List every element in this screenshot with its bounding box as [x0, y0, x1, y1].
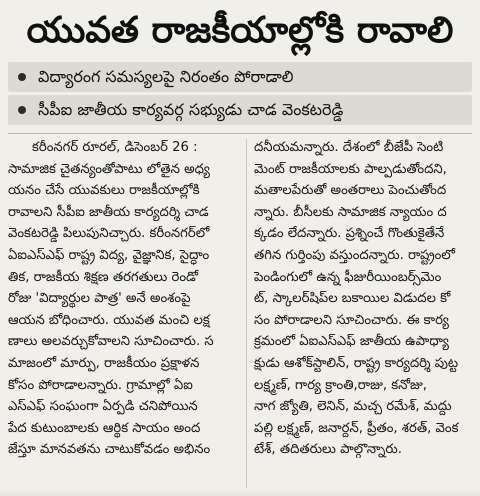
subheading-text: విద్యారంగ సమస్యలపై నిరంతం పోరాడాలి [38, 67, 294, 86]
body-line: సం పోరాడాలని సూచించారు. ఈ కార్య [254, 312, 449, 328]
column-rule [246, 139, 247, 489]
body-line: మెంట్ రాజకీయాలకు పాల్పడుతోందని, [254, 161, 447, 177]
subheadings [8, 62, 472, 125]
body-line: టేశ్, తదితరులు పాల్గొన్నారు. [254, 442, 402, 458]
body-line: ట్, స్కాలర్‌షిప్‌ల బకాయిల విడుదల కో [254, 291, 451, 307]
body-line: పెండింగులో ఉన్న ఫీజురీయింబర్స్‌మెం [254, 269, 442, 285]
section-divider [8, 133, 472, 134]
body-line: మతాలపేరుతో అంతరాలు పెంచుతోంద [254, 183, 447, 199]
body-line: దనీయమన్నారు. దేశంలో బీజేపీ సెంటి [254, 140, 444, 155]
body-line: తిక, రాజకీయ శిక్షణ తరగతులు రెండో [8, 269, 199, 285]
left-column [8, 137, 240, 493]
body-line: కోసం పోరాడాలన్నారు. గ్రామాల్లో ఏఐ [8, 377, 193, 393]
article-body [8, 137, 472, 493]
body-line: నాగ జ్యోతి, లెనిన్, మచ్చ రమేశ్, మద్దు [254, 399, 452, 415]
bullet-icon [18, 106, 26, 114]
body-line: యనం చేసే యువకులు రాజకీయాల్లోకి [8, 183, 200, 199]
body-line: క్రమంలో ఏఐఎస్‌ఎఫ్ జాతీయ ఉపాధ్యా [254, 334, 449, 350]
body-line: సామాజిక చైతన్యంతోపాటు లోతైన అధ్య [8, 161, 210, 177]
body-line: న్నారు. బీసీలకు సామాజిక న్యాయం ద [254, 204, 447, 220]
subheading-1 [8, 62, 472, 92]
subheading-2 [8, 95, 472, 125]
headline: యువత రాజకీయాల్లోకి రావాలి [26, 10, 454, 51]
paper-edge [0, 488, 480, 496]
body-line: ఏఐఎస్‌ఎఫ్ రాష్ట్ర విద్య, వైజ్ఞానిక, సైద్ధాం [8, 247, 210, 263]
bullet-icon [18, 73, 26, 81]
body-line: ఎస్‌ఎఫ్ సంఘంగా ఏర్పడి చనిపోయిన [8, 399, 198, 415]
body-line: రోజు 'విద్యార్థుల పాత్ర' అనే అంశంపై [8, 291, 191, 307]
body-line: మాజంలో మార్పు, రాజకీయం ప్రక్షాళన [8, 355, 200, 371]
body-line: వెంకటరెడ్డి పిలుపునిచ్చారు. కరీంనగర్‌లో [8, 226, 210, 242]
body-line: తగిన గుర్తింపు వస్తుందన్నారు. రాష్ట్రంలో [254, 247, 455, 263]
body-line: క్షుడు ఆశోక్‌స్టాలిన్, రాష్ట్ర కార్యదర్శి పుట్ట [254, 355, 459, 371]
body-line: పల్లి లక్ష్మణ్, జనార్దన్, ప్రీతం, శరత్, వెంక [254, 420, 459, 436]
body-line: జేస్తూ మానవతను చాటుకోవడం అభినం [8, 442, 211, 458]
body-line: క్కడం లేదన్నారు. ప్రశ్నించే గొంతుకైతేనే [254, 226, 445, 242]
body-line: లక్ష్మణ్, గార్య క్రాంతి,రాజు, కనోజు, [254, 377, 427, 393]
body-line: ణాలు అలవర్చుకోవాలని సూచించారు. స [8, 334, 214, 350]
body-line: పేద కుటుంబాలకు ఆర్థిక సాయం అంద [8, 420, 201, 436]
dateline: కరీంనగర్ రూరల్, డిసెంబర్ 26 : [32, 140, 198, 155]
right-column [254, 137, 474, 493]
body-line: ఆయన బోధించారు. యువత మంచి లక్ష [8, 312, 210, 328]
body-line: రావాలని సీపీఐ జాతీయ కార్యదర్శి చాడ [8, 204, 209, 220]
subheading-text: సీపీఐ జాతీయ కార్యవర్గ సభ్యుడు చాడ వెంకటరెడ్డి [38, 100, 344, 119]
